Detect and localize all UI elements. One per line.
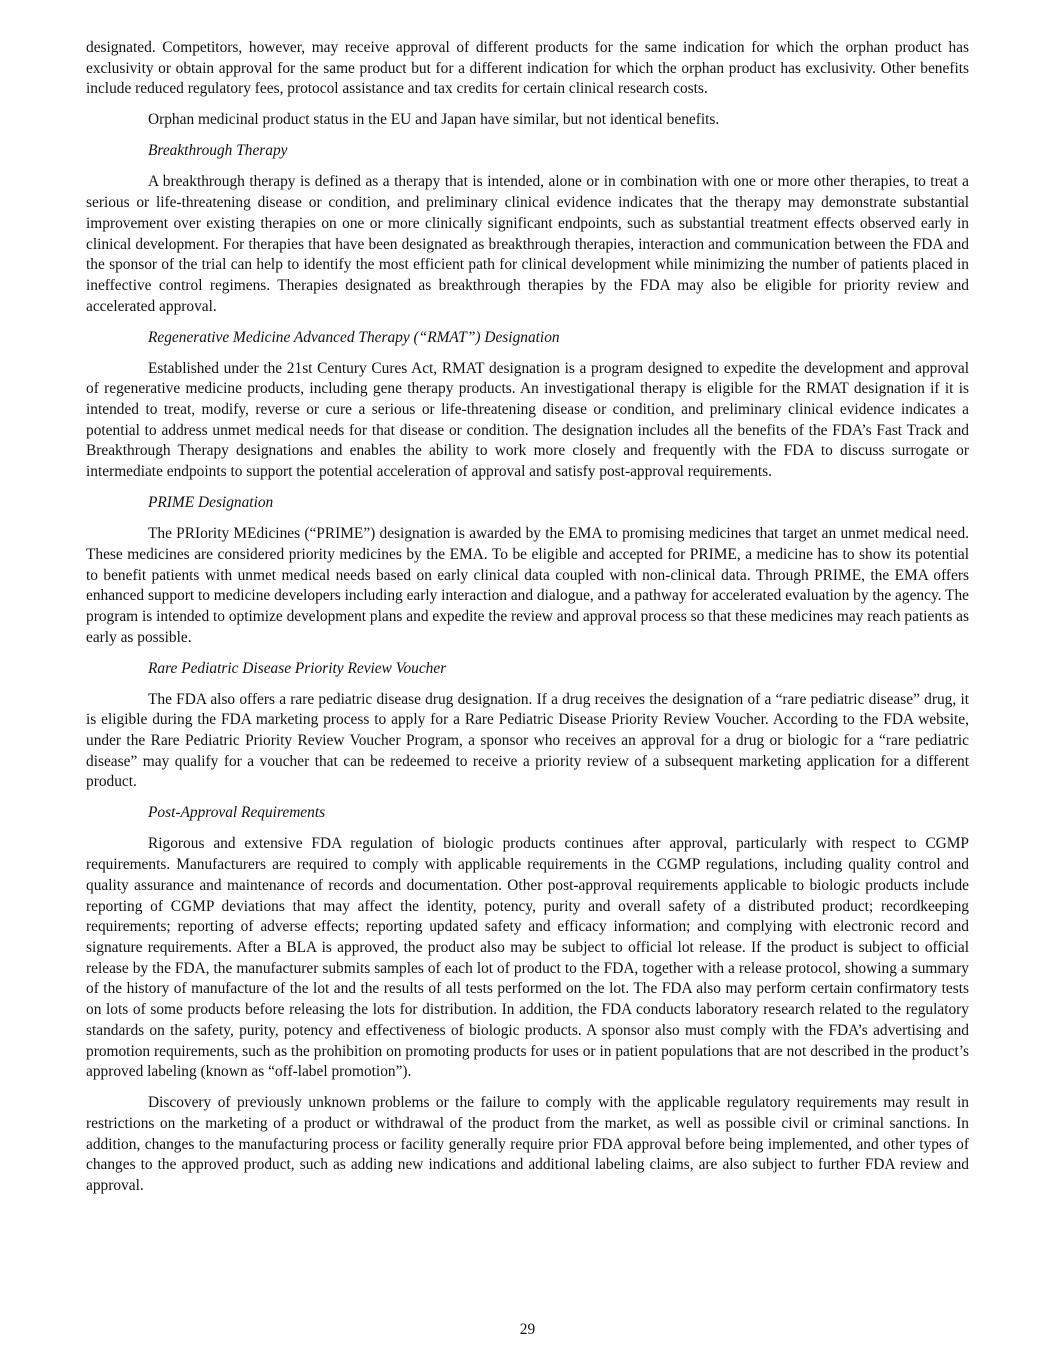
heading-rmat-designation: Regenerative Medicine Advanced Therapy (“RMAT”) Designation xyxy=(148,328,560,346)
heading-prime-designation: PRIME Designation xyxy=(148,494,274,512)
paragraph-rmat-designation: Established under the 21st Century Cures Act, RMAT designation is a program designed to expedite the development and approval of regenerative medicine products, including gene therapy products. An investigational therapy is eligible for the RMAT designation if it is intended to treat, modify, reverse or cure a serious or life-threatening disease or condition, and preliminary clinical evidence indicates a potential to address unmet medical needs for that disease or condition. The designation includes all the benefits of the FDA’s Fast Track and Breakthrough Therapy designations and enables the ability to work more closely and frequently with the FDA to discuss surrogate or intermediate endpoints to support the potential acceleration of approval and satisfy post-approval requirements. xyxy=(86,359,969,481)
paragraph-orphan-eu-japan: Orphan medicinal product status in the EU and Japan have similar, but not identical benefits. xyxy=(148,111,720,129)
paragraph-post-approval-requirements: Rigorous and extensive FDA regulation of biologic products continues after approval, particularly with respect to CGMP requirements. Manufacturers are required to comply with applicable requirements in the CGMP regulations, including quality control and quality assurance and maintenance of records and documentation. Other post-approval requirements applicable to biologic products include reporting of CGMP deviations that may affect the identity, potency, purity and overall safety of a distributed product; recordkeeping requirements; reporting of adverse effects; reporting updated safety and efficacy information; and complying with electronic record and signature requirements. After a BLA is approved, the product also may be subject to official lot release. If the product is subject to official release by the FDA, the manufacturer submits samples of each lot of product to the FDA, together with a release protocol, showing a summary of the history of manufacture of the lot and the results of all tests performed on the lot. The FDA also may perform certain confirmatory tests on lots of some products before releasing the lots for distribution. In addition, the FDA conducts laboratory research related to the regulatory standards on the safety, purity, potency and effectiveness of biologic products. A sponsor also must comply with the FDA’s advertising and promotion requirements, such as the prohibition on promoting products for uses or in patient populations that are not described in the product’s approved labeling (known as “off-label promotion”). xyxy=(86,835,969,1081)
paragraph-compliance-consequences: Discovery of previously unknown problems or the failure to comply with the applicable regulatory requirements may result in restrictions on the marketing of a product or withdrawal of the product from the market, as well as possible civil or criminal sanctions. In addition, changes to the manufacturing process or facility generally require prior FDA approval before being implemented, and other types of changes to the approved product, such as adding new indications and additional labeling claims, are also subject to further FDA review and approval. xyxy=(86,1094,969,1195)
paragraph-orphan-continuation: designated. Competitors, however, may receive approval of different products for the same indication for which the orphan product has exclusivity or obtain approval for the same product but for a different indication for which the orphan product has exclusivity. Other benefits include reduced regulatory fees, protocol assistance and tax credits for certain clinical research costs. xyxy=(86,39,969,98)
document-page xyxy=(86,38,969,1207)
paragraph-priority-review-voucher: The FDA also offers a rare pediatric disease drug designation. If a drug receives the designation of a “rare pediatric disease” drug, it is eligible during the FDA marketing process to apply for a Rare Pediatric Disease Priority Review Voucher. According to the FDA website, under the Rare Pediatric Priority Review Voucher Program, a sponsor who receives an approval for a drug or biologic for a “rare pediatric disease” may qualify for a voucher that can be redeemed to receive a priority review of a subsequent marketing application for a different product. xyxy=(86,690,969,791)
heading-priority-review-voucher: Rare Pediatric Disease Priority Review Voucher xyxy=(148,659,447,677)
heading-post-approval-requirements: Post-Approval Requirements xyxy=(148,804,326,822)
page-number: 29 xyxy=(519,1321,536,1338)
paragraph-prime-designation: The PRIority MEdicines (“PRIME”) designation is awarded by the EMA to promising medicines that target an unmet medical need. These medicines are considered priority medicines by the EMA. To be eligible and accepted for PRIME, a medicine has to show its potential to benefit patients with unmet medical needs based on early clinical data coupled with non-clinical data. Through PRIME, the EMA offers enhanced support to medicine developers including early interaction and dialogue, and a pathway for accelerated evaluation by the agency. The program is intended to optimize development plans and expedite the review and approval process so that these medicines may reach patients as early as possible. xyxy=(86,525,969,646)
heading-breakthrough-therapy: Breakthrough Therapy xyxy=(148,142,288,160)
paragraph-breakthrough-therapy: A breakthrough therapy is defined as a therapy that is intended, alone or in combination with one or more other therapies, to treat a serious or life-threatening disease or condition, and preliminary clinical evidence indicates that the therapy may demonstrate substantial improvement over existing therapies on one or more clinically significant endpoints, such as substantial treatment effects observed early in clinical development. For therapies that have been designated as breakthrough therapies, interaction and communication between the FDA and the sponsor of the trial can help to identify the most efficient path for clinical development while minimizing the number of patients placed in ineffective control regimens. Therapies designated as breakthrough therapies by the FDA may also be eligible for priority review and accelerated approval. xyxy=(86,173,969,315)
